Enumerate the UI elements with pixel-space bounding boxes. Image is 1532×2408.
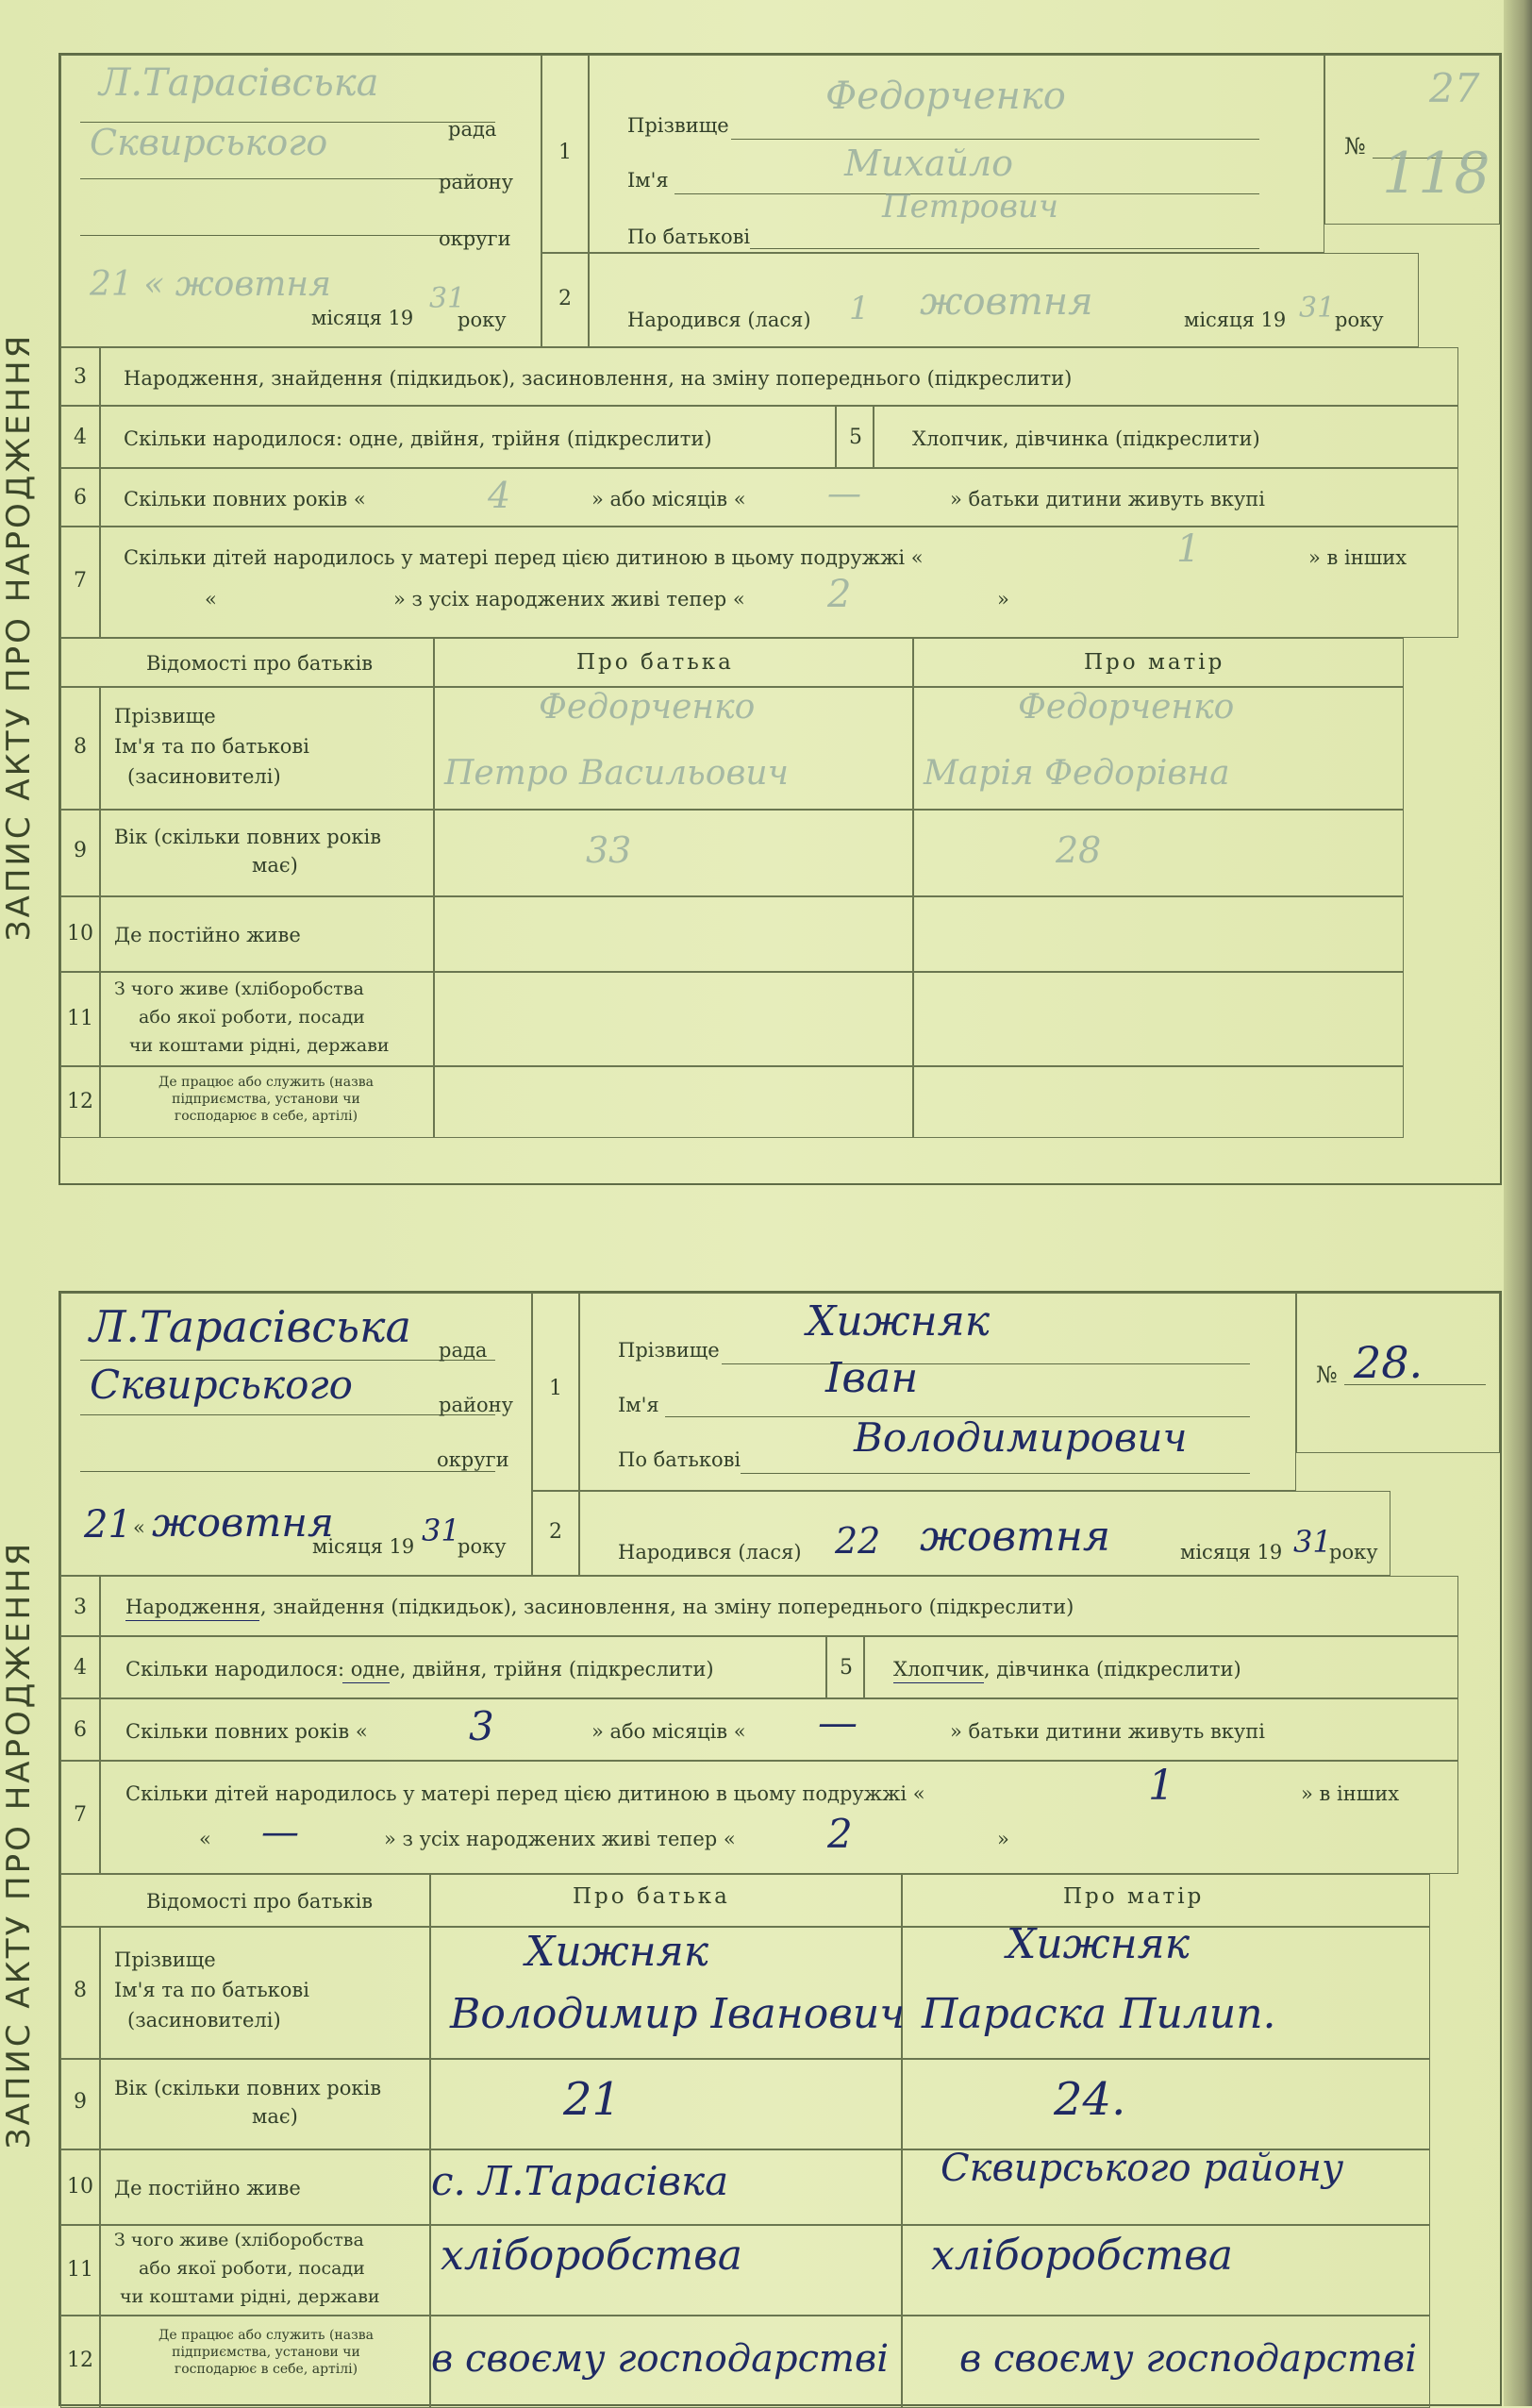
raion-label-2: району [439,1394,513,1416]
row6-years-label: Скільки повних років « [124,488,366,510]
row7-before-label: Скільки дітей народилось у матері перед цією дитиною в цьому подружжі « [124,546,924,569]
row5-text: Хлопчик, дівчинка (підкреслити) [912,427,1260,450]
r9-label-2b: має) [252,2105,298,2128]
children-before-value: 1 [1176,527,1201,571]
parents-info-header-2: Відомості про батьків [146,1890,374,1913]
rada-label: рада [448,118,497,141]
month-year-label-2: місяця 19 [312,1535,415,1558]
row-num-2: 2 [558,287,572,310]
r8-label-1: Прізвище [114,705,216,727]
row-num-3b: 3 [74,1596,87,1619]
mother-age-value-2: 24. [1054,2073,1126,2126]
r10-label: Де постійно живе [114,924,301,946]
number-label-2: № [1316,1362,1338,1388]
row-num-5: 5 [849,426,862,449]
row7-other-open-2: « [199,1828,211,1850]
residence-mother-value-2: Сквирського району [941,2147,1344,2190]
roku-label: року [458,309,507,331]
birth-date-block-2 [579,1491,1390,1576]
birth-record-form-1 [58,53,1502,1185]
row-num-4b: 4 [74,1656,87,1680]
r8-label-2: Ім'я та по батькові [114,735,309,758]
council-value: Л.Тарасівська [99,61,379,105]
birth-day-value: 1 [849,290,870,327]
name-value: Михайло [844,142,1014,184]
residence-father-value-2: с. Л.Тарасівка [431,2158,729,2204]
born-label-2: Народився (лася) [618,1541,802,1564]
surname-value: Федорченко [825,75,1066,118]
r11-label-1: З чого живе (хліборобства [114,978,364,999]
row7-other-label: » в інших [1308,546,1407,569]
row7-alive-label-2: » з усіх народжених живі тепер « [384,1828,736,1850]
row7-before-label-2: Скільки дітей народилось у матері перед цією дитиною в цьому подружжі « [125,1782,925,1805]
row4-text: Скільки народилося: одне, двійня, трійня (підкреслити) [124,427,712,450]
children-before-value-2: 1 [1148,1762,1174,1810]
surname-label: Прізвище [627,114,729,137]
birth-year-value: 31 [1299,292,1336,325]
r8-label-3b: (засиновителі) [127,2009,281,2032]
months-together-value: — [827,475,861,513]
workplace-father-value-2: в своєму господарстві [431,2337,889,2381]
row7-other-label-2: » в інших [1301,1782,1400,1805]
r12-label-2b: підприємства, установи чи [172,2345,360,2360]
r11-label-2: або якої роботи, посади [139,1007,365,1028]
mother-name-value-2: Параска Пилип. [922,1990,1276,2038]
reg-day-value-2: 21 [84,1503,132,1547]
raion-label: району [439,171,513,193]
row-num-4: 4 [74,426,87,449]
father-age-value-2: 21 [563,2073,622,2126]
father-header: Про батька [576,650,734,675]
father-age-value: 33 [586,829,632,871]
reg-month-value-2: жовтня [152,1499,334,1546]
row-num-10: 10 [67,922,93,945]
row-num-6: 6 [74,486,87,510]
row5-text-2: Хлопчик, дівчинка (підкреслити) [893,1658,1241,1681]
roku-label-2: року [458,1535,507,1558]
r11-label-2b: або якої роботи, посади [139,2258,365,2279]
livelihood-mother-value-2: хліборобства [931,2232,1233,2280]
number-box-2 [1296,1293,1500,1453]
row-num-2b: 2 [549,1520,562,1544]
row-num-5b: 5 [840,1656,853,1680]
row7-alive-close: » [997,588,1009,610]
row-num-10b: 10 [67,2175,93,2199]
father-surname-value: Федорченко [539,688,756,727]
r8-label-3: (засиновителі) [127,765,281,788]
r11-label-1b: З чого живе (хліборобства [114,2230,364,2250]
name-value-2: Іван [825,1354,919,1402]
children-alive-value: 2 [827,573,852,616]
years-together-value: 4 [488,475,511,516]
row6-months-label-2: » або місяців « [591,1720,746,1743]
mother-age-value: 28 [1056,829,1102,871]
row-num-8: 8 [74,735,87,759]
okrugy-label-2: округи [437,1448,509,1471]
r12-label-1b: Де працює або служить (назва [158,2328,374,2343]
name-block-2 [579,1293,1296,1491]
row-num-12: 12 [67,1090,93,1113]
reg-date-value: 21 « жовтня [90,265,331,304]
birth-roku-label-2: року [1329,1541,1378,1564]
number-value-a: 27 [1429,65,1480,111]
name-label: Ім'я [627,169,669,192]
row-num-12b: 12 [67,2349,93,2372]
reg-quote-2: « [133,1516,145,1539]
row-num-9: 9 [74,839,87,862]
father-name-value-2: Володимир Іванович [450,1990,906,2038]
side-title-2: ЗАПИС АКТУ ПРО НАРОДЖЕННЯ [0,1540,38,2149]
birth-record-form-2 [58,1291,1502,2406]
council-value-2: Л.Тарасівська [90,1301,411,1352]
header-left-2 [60,1293,532,1576]
row3-text-2: Народження, знайдення (підкидьок), засиновлення, на зміну попереднього (підкреслити) [125,1596,1074,1618]
district-value-2: Сквирського [90,1362,353,1408]
patronymic-label: По батькові [627,226,751,248]
row-num-9b: 9 [74,2090,87,2114]
side-title-1: ЗАПИС АКТУ ПРО НАРОДЖЕННЯ [0,332,38,942]
reg-year-value-2: 31 [422,1513,460,1548]
father-surname-value-2: Хижняк [525,1928,709,1976]
father-header-2: Про батька [573,1884,730,1909]
row6-years-label-2: Скільки повних років « [125,1720,368,1743]
row-num-7: 7 [74,569,87,593]
surname-label-2: Прізвище [618,1339,720,1362]
page-edge [1504,0,1532,2406]
r9-label-1: Вік (скільки повних років [114,826,382,848]
r12-label-1: Де працює або служить (назва [158,1075,374,1090]
children-other-value-2: — [261,1811,299,1854]
children-alive-value-2: 2 [827,1811,853,1857]
mother-surname-value: Федорченко [1018,688,1235,727]
district-value: Сквирського [90,122,328,163]
number-value-b: 118 [1382,141,1490,207]
r12-label-2: підприємства, установи чи [172,1092,360,1107]
birth-year-value-2: 31 [1293,1524,1332,1560]
born-label: Народився (лася) [627,309,811,331]
row6-months-label: » або місяців « [591,488,746,510]
r11-label-3: чи коштами рідні, держави [129,1035,390,1056]
row-num-11: 11 [67,1007,93,1030]
birth-month-value: жовтня [920,280,1093,324]
row6-together-label-2: » батьки дитини живуть вкупі [950,1720,1265,1743]
row-num-1b: 1 [549,1377,562,1400]
row-num-1: 1 [558,141,572,164]
row6-together-label: » батьки дитини живуть вкупі [950,488,1265,510]
patronymic-label-2: По батькові [618,1448,741,1471]
row-num-8b: 8 [74,1979,87,2002]
rada-label-2: рада [439,1339,488,1362]
birth-month-year-label: місяця 19 [1184,309,1287,331]
r9-label-1b: Вік (скільки повних років [114,2077,382,2099]
patronymic-value: Петрович [882,188,1059,226]
r10-label-2: Де постійно живе [114,2177,301,2199]
r12-label-3b: господарює в себе, артілі) [174,2362,358,2377]
mother-header-2: Про матір [1063,1884,1205,1909]
birth-date-block-1 [589,253,1419,347]
row7-alive-close-2: » [997,1828,1009,1850]
parents-info-header: Відомості про батьків [146,652,374,675]
r11-label-3b: чи коштами рідні, держави [120,2286,380,2307]
birth-month-year-label-2: місяця 19 [1180,1541,1283,1564]
livelihood-father-value-2: хліборобства [441,2232,742,2280]
name-label-2: Ім'я [618,1394,659,1416]
father-name-value: Петро Васильович [444,754,789,793]
name-block-1 [589,55,1324,253]
number-label: № [1344,133,1366,159]
r8-label-1b: Прізвище [114,1948,216,1971]
row-num-3: 3 [74,365,87,389]
number-box-1 [1324,55,1500,225]
row3-text: Народження, знайдення (підкидьок), засиновлення, на зміну попереднього (підкреслити) [124,367,1073,390]
r12-label-3: господарює в себе, артілі) [174,1109,358,1124]
mother-header: Про матір [1084,650,1225,675]
birth-month-value-2: жовтня [920,1513,1110,1561]
mother-name-value: Марія Федорівна [924,754,1230,793]
row-num-6b: 6 [74,1718,87,1742]
row4-text-2: Скільки народилося: одне, двійня, трійня (підкреслити) [125,1658,714,1681]
months-together-value-2: — [818,1699,858,1746]
patronymic-value-2: Володимирович [854,1414,1188,1461]
workplace-mother-value-2: в своєму господарстві [959,2337,1417,2381]
years-together-value-2: 3 [469,1703,494,1749]
number-value-2: 28. [1354,1337,1424,1388]
birth-day-value-2: 22 [835,1520,881,1562]
r9-label-2: має) [252,854,298,877]
row7-other-open: « [205,588,217,610]
mother-surname-value-2: Хижняк [1007,1920,1191,1968]
okrugy-label: округи [439,227,511,250]
header-left-1 [60,55,541,347]
row-num-11b: 11 [67,2258,93,2282]
reg-year-value: 31 [429,282,466,315]
month-year-label: місяця 19 [311,307,414,329]
r8-label-2b: Ім'я та по батькові [114,1979,309,2001]
row7-alive-label: » з усіх народжених живі тепер « [393,588,745,610]
row-num-7b: 7 [74,1803,87,1827]
surname-value-2: Хижняк [807,1297,991,1346]
birth-roku-label: року [1335,309,1384,331]
